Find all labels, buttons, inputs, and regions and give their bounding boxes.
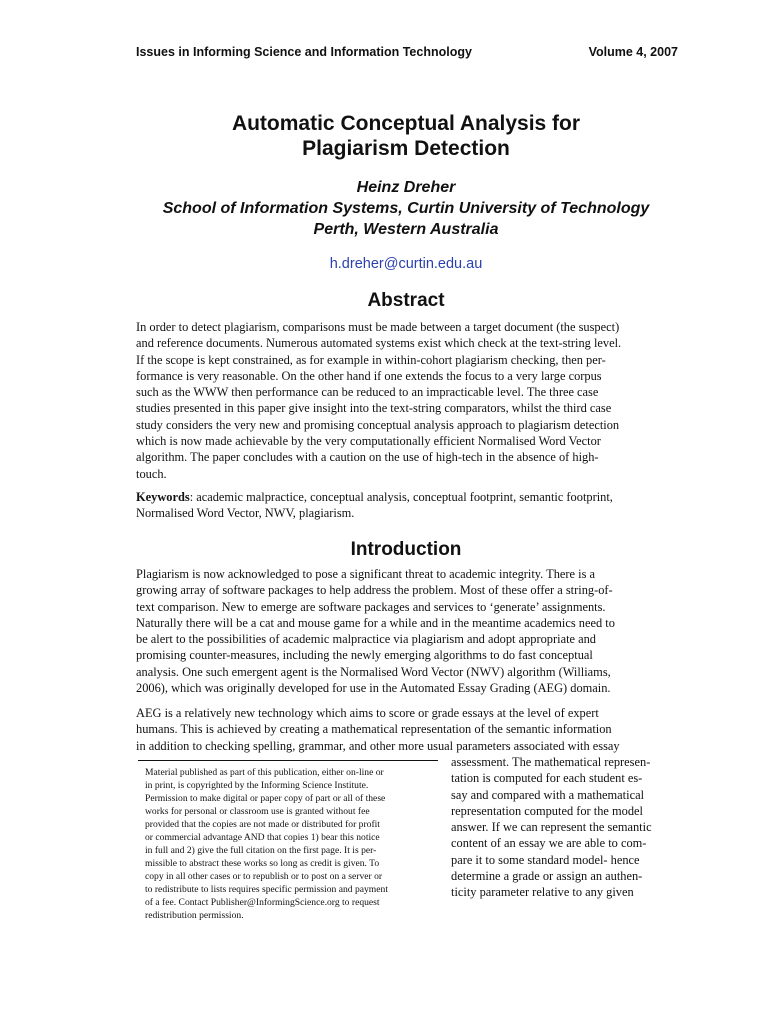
intro-line: growing array of software packages to help address the problem. Most of these offer a string-of- — [136, 583, 613, 598]
abstract-line: and reference documents. Numerous automated systems exist which check at the text-string level. — [136, 336, 622, 351]
abstract-line: study considers the very new and promising conceptual analysis approach to plagiarism detection — [136, 417, 620, 432]
introduction-paragraph-2-continued — [451, 754, 691, 901]
intro-line: answer. If we can represent the semantic — [451, 820, 652, 835]
footnote-line: in full and 2) give the full citation on the first page. It is per- — [145, 845, 377, 856]
author-affiliation: School of Information Systems, Curtin University of Technology — [162, 200, 650, 217]
footnote-line: to redistribute to lists requires specific permission and payment — [145, 884, 388, 895]
keywords-line — [136, 489, 678, 505]
intro-line: assessment. The mathematical represen- — [451, 755, 651, 769]
abstract-line: touch. — [136, 466, 167, 481]
intro-line: Plagiarism is now acknowledged to pose a significant threat to academic integrity. There is a — [136, 567, 596, 581]
intro-line: determine a grade or assign an authen- — [451, 869, 643, 884]
intro-line: representation computed for the model — [451, 803, 643, 818]
keywords-line: Normalised Word Vector, NWV, plagiarism. — [136, 506, 355, 521]
abstract-line: studies presented in this paper give insight into the text-string comparators, whilst the third case — [136, 401, 612, 416]
intro-line: Naturally there will be a cat and mouse game for a while and in the meantime academics need to — [136, 615, 615, 630]
intro-line: content of an essay we are able to com- — [451, 836, 647, 851]
keywords-label: Keywords — [136, 490, 190, 504]
footnote-divider — [138, 760, 438, 761]
abstract-line: formance is very reasonable. On the other hand if one extends the focus to a very large corpus — [136, 368, 602, 383]
abstract-line: such as the WWW then performance can be reduced to an impracticable level. The three case — [136, 385, 599, 400]
copyright-footnote — [145, 766, 445, 922]
footnote-line: redistribution permission. — [145, 910, 244, 921]
footnote-line: in print, is copyrighted by the Informing Science Institute. — [145, 780, 369, 791]
footnote-line: missible to abstract these works so long as credit is given. To — [145, 858, 380, 869]
keywords-paragraph — [136, 489, 678, 522]
footnote-line: of a fee. Contact Publisher@InformingScience.org to request — [145, 897, 380, 908]
introduction-heading: Introduction — [350, 539, 462, 560]
intro-line: tation is computed for each student es- — [451, 771, 643, 786]
abstract-line: If the scope is kept constrained, as for example in within-cohort plagiarism checking, then per- — [136, 352, 606, 367]
keywords-list: : academic malpractice, conceptual analysis, conceptual footprint, semantic footprint, — [189, 490, 613, 504]
footnote-line: works for personal or classroom use is granted without fee — [145, 806, 370, 817]
abstract-heading: Abstract — [367, 290, 445, 311]
footnote-line: or commercial advantage AND that copies 1) bear this notice — [145, 832, 380, 843]
introduction-paragraph-2 — [136, 705, 678, 754]
intro-line: ticity parameter relative to any given — [451, 885, 634, 900]
abstract-line: In order to detect plagiarism, comparisons must be made between a target document (the suspect) — [136, 320, 620, 334]
intro-line: text comparison. New to emerge are software packages and services to ‘generate’ assignments. — [136, 599, 606, 614]
intro-line: analysis. One such emergent agent is the Normalised Word Vector (NWV) algorithm (Williams, — [136, 664, 611, 679]
abstract-paragraph — [136, 319, 678, 482]
journal-name: Issues in Informing Science and Information Technology — [136, 45, 472, 59]
intro-line: humans. This is achieved by creating a mathematical representation of the semantic information — [136, 722, 612, 737]
intro-line: 2006), which was originally developed for use in the Automated Essay Grading (AEG) domain. — [136, 681, 611, 696]
author-block — [100, 177, 712, 240]
intro-line: say and compared with a mathematical — [451, 787, 645, 802]
abstract-line: which is now made achievable by the very computationally efficient Normalised Word Vector — [136, 434, 601, 449]
paper-title-line-2: Plagiarism Detection — [302, 137, 510, 160]
footnote-line: Material published as part of this publication, either on-line or — [145, 767, 384, 778]
footnote-line: provided that the copies are not made or distributed for profit — [145, 819, 380, 830]
volume-label: Volume 4, 2007 — [588, 45, 678, 59]
intro-line: AEG is a relatively new technology which aims to score or grade essays at the level of expert — [136, 706, 599, 720]
footnote-line: Permission to make digital or paper copy of part or all of these — [145, 793, 386, 804]
intro-line: in addition to checking spelling, grammar, and other more usual parameters associated with essay — [136, 738, 620, 753]
author-email-link[interactable]: h.dreher@curtin.edu.au — [329, 256, 483, 272]
introduction-paragraph-1 — [136, 566, 678, 696]
intro-line: be alert to the possibilities of academic malpractice via plagiarism and adopt appropriate and — [136, 632, 597, 647]
author-location: Perth, Western Australia — [313, 221, 499, 238]
intro-line: promising counter-measures, including the newly emerging algorithms to do fast conceptual — [136, 648, 593, 663]
paper-title-line-1: Automatic Conceptual Analysis for — [231, 112, 581, 135]
footnote-line: copy in all other cases or to republish or to post on a server or — [145, 871, 383, 882]
intro-line: pare it to some standard model- hence — [451, 852, 640, 867]
author-name: Heinz Dreher — [356, 179, 456, 196]
abstract-line: algorithm. The paper concludes with a caution on the use of high-tech in the absence of high- — [136, 450, 599, 465]
